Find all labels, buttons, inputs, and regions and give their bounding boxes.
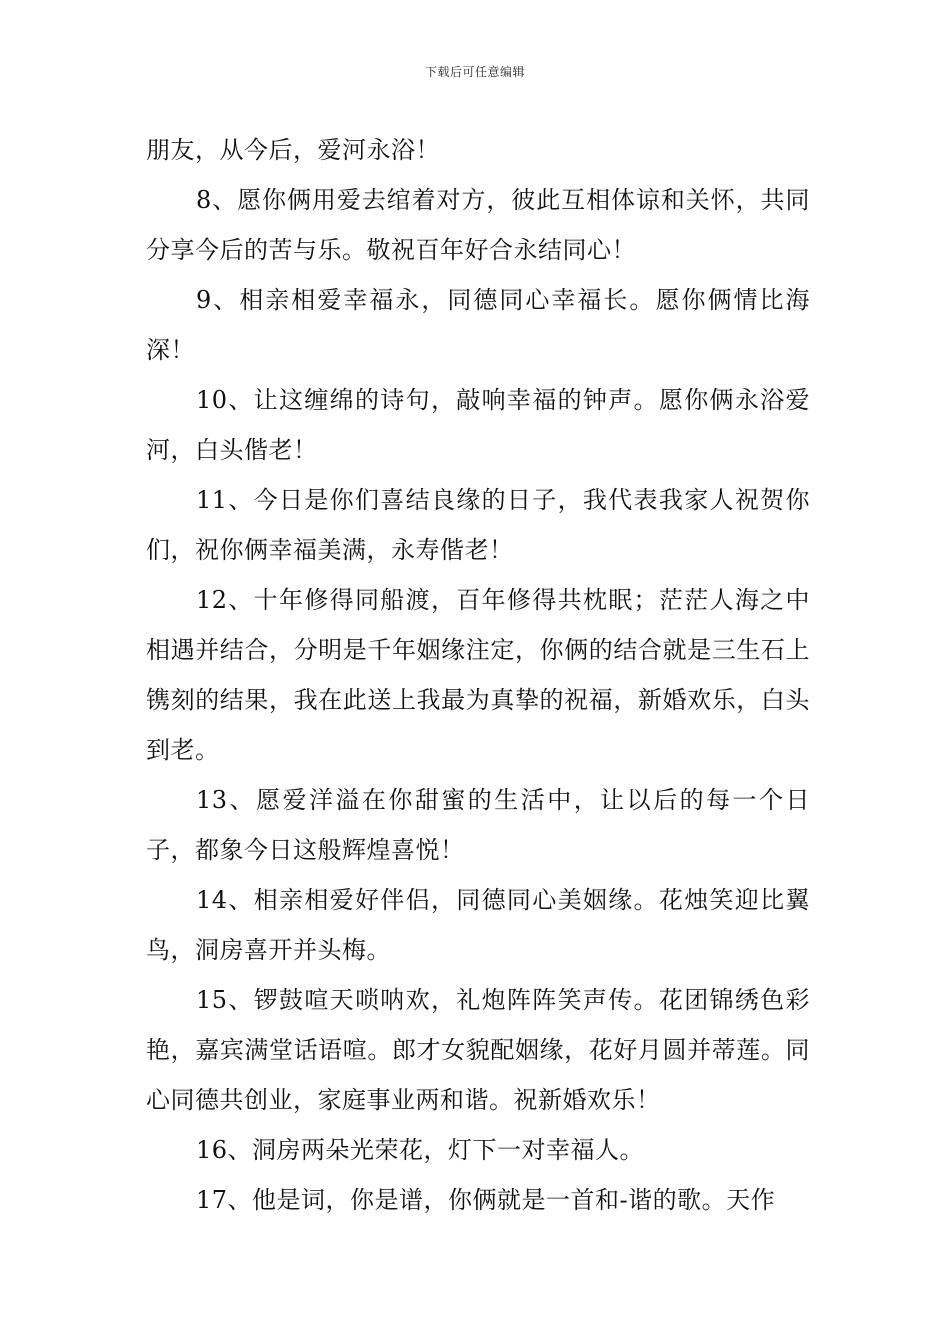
document-body	[146, 125, 810, 1225]
paragraph-item-9: 9、相亲相爱幸福永，同德同心幸福长。愿你俩情比海深！	[146, 286, 810, 364]
page-header: 下载后可任意编辑	[424, 65, 525, 79]
paragraph-item-13: 13、愿爱洋溢在你甜蜜的生活中，让以后的每一个日子，都象今日这般辉煌喜悦！	[146, 786, 810, 864]
paragraph-item-11: 11、今日是你们喜结良缘的日子，我代表我家人祝贺你们，祝你俩幸福美满，永寿偕老！	[146, 486, 810, 564]
paragraph-item-14: 14、相亲相爱好伴侣，同德同心美姻缘。花烛笑迎比翼鸟，洞房喜开并头梅。	[146, 886, 810, 964]
paragraph-item-10: 10、让这缠绵的诗句，敲响幸福的钟声。愿你俩永浴爱河，白头偕老！	[146, 386, 810, 464]
paragraph-item-17: 17、他是词，你是谱，你俩就是一首和-谐的歌。天作	[196, 1186, 776, 1214]
paragraph-item-16: 16、洞房两朵光荣花，灯下一对幸福人。	[196, 1136, 645, 1164]
paragraph-continuation: 朋友，从今后，爱河永浴！	[146, 136, 440, 164]
paragraph-item-8: 8、愿你俩用爱去绾着对方，彼此互相体谅和关怀，共同分享今后的苦与乐。敬祝百年好合永结同心！	[146, 186, 810, 264]
paragraph-item-15: 15、锣鼓喧天唢呐欢，礼炮阵阵笑声传。花团锦绣色彩艳，嘉宾满堂话语喧。郎才女貌配姻缘，花好月圆并蒂莲。同心同德共创业，家庭事业两和谐。祝新婚欢乐！	[146, 986, 810, 1114]
paragraph-item-12: 12、十年修得同船渡，百年修得共枕眠；茫茫人海之中相遇并结合，分明是千年姻缘注定，你俩的结合就是三生石上镌刻的结果，我在此送上我最为真挚的祝福，新婚欢乐，白头到老。	[146, 586, 810, 764]
